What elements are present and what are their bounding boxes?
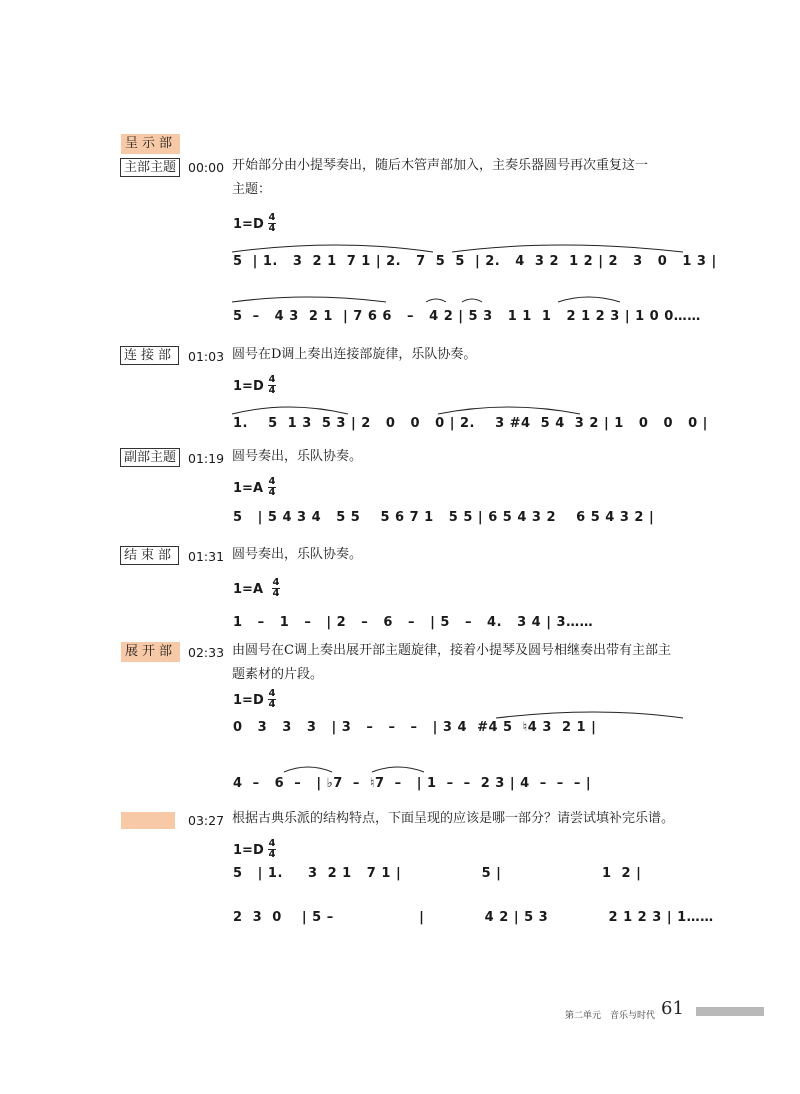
time-sig-top: 4 bbox=[268, 212, 276, 223]
description-second-theme: 圆号奏出，乐队协奏。 bbox=[232, 449, 363, 464]
description-main-theme bbox=[232, 154, 692, 202]
score-row-closing: 1 – 1 – | 2 – 6 – | 5 – 4. 3 4 | 3…… bbox=[233, 615, 594, 630]
timestamp-main-theme: 00:00 bbox=[188, 160, 225, 175]
score-row-recap-2: 2 3 0 | 5 – | 4 2 | 5 3 2 1 2 3 | 1…… bbox=[233, 910, 714, 925]
key-signature: 1=D bbox=[233, 693, 264, 708]
description-line: 由圆号在C调上奏出展开部主题旋律，接着小提琴及圆号相继奏出带有主部主 bbox=[232, 643, 671, 658]
description-line: 题素材的片段。 bbox=[232, 667, 324, 682]
time-sig-bottom: 4 bbox=[272, 588, 280, 599]
time-sig-top: 4 bbox=[272, 577, 280, 588]
key-signature: 1=A bbox=[233, 481, 263, 496]
section-header-development: 展开部 bbox=[121, 642, 180, 662]
score-row-development-2: 4 – 6 – | ♭7 – ♮7 – | 1 – – 2 3 | 4 – – – | bbox=[233, 776, 592, 791]
footer-unit-title: 第二单元 音乐与时代 bbox=[565, 1011, 656, 1021]
score-row-transition: 1. 5 1 3 5 3 | 2 0 0 0 | 2. 3 #4 5 4 3 2 | 1 0 0 0 | bbox=[233, 416, 708, 431]
slur-marks bbox=[228, 760, 693, 776]
description-line: 主题： bbox=[232, 182, 272, 197]
score-row-main-1: 5 | 1. 3 2 1 7 1 | 2. 7 5 5 | 2. 4 3 2 1 2 | 2 3 0 1 3 | bbox=[233, 254, 717, 269]
time-signature bbox=[268, 839, 276, 860]
time-signature bbox=[268, 213, 276, 234]
footer-bar bbox=[696, 1007, 764, 1016]
time-sig-bottom: 4 bbox=[268, 487, 276, 498]
time-sig-top: 4 bbox=[268, 838, 276, 849]
section-label-transition: 连接部 bbox=[120, 346, 179, 365]
timestamp-transition: 01:03 bbox=[188, 349, 225, 364]
score-row-recap-1: 5 | 1. 3 2 1 7 1 | 5 | 1 2 | bbox=[233, 866, 642, 881]
description-closing: 圆号奏出，乐队协奏。 bbox=[232, 547, 363, 562]
key-signature: 1=D bbox=[233, 843, 264, 858]
score-row-main-2: 5 – 4 3 2 1 | 7 6 6 – 4 2 | 5 3 1 1 1 2 1 2 3 | 1 0 0…… bbox=[233, 309, 701, 324]
section-label-closing: 结束部 bbox=[120, 546, 179, 565]
section-label-main-theme: 主部主题 bbox=[120, 158, 180, 177]
description-development bbox=[232, 639, 692, 687]
time-signature bbox=[268, 477, 276, 498]
time-sig-top: 4 bbox=[268, 476, 276, 487]
key-signature: 1=D bbox=[233, 217, 264, 232]
time-sig-bottom: 4 bbox=[268, 699, 276, 710]
time-sig-bottom: 4 bbox=[268, 849, 276, 860]
time-signature bbox=[268, 375, 276, 396]
time-sig-top: 4 bbox=[268, 688, 276, 699]
score-row-second-theme: 5 | 5 4 3 4 5 5 5 6 7 1 5 5 | 6 5 4 3 2 6 5 4 3 2 | bbox=[233, 510, 655, 525]
timestamp-second-theme: 01:19 bbox=[188, 451, 225, 466]
timestamp-closing: 01:31 bbox=[188, 549, 225, 564]
description-line: 开始部分由小提琴奏出，随后木管声部加入，主奏乐器圆号再次重复这一 bbox=[232, 158, 649, 173]
section-header-blank bbox=[121, 812, 175, 829]
description-transition: 圆号在D调上奏出连接部旋律，乐队协奏。 bbox=[232, 347, 477, 362]
page-number: 61 bbox=[661, 998, 684, 1019]
key-signature: 1=A bbox=[233, 582, 263, 597]
key-signature: 1=D bbox=[233, 379, 264, 394]
time-sig-bottom: 4 bbox=[268, 385, 276, 396]
timestamp-development: 02:33 bbox=[188, 645, 225, 660]
time-signature bbox=[272, 578, 280, 599]
time-sig-top: 4 bbox=[268, 374, 276, 385]
section-header-exposition: 呈示部 bbox=[121, 134, 180, 154]
score-row-development-1: 0 3 3 3 | 3 – – – | 3 4 #4 5 ♮4 3 2 1 | bbox=[233, 720, 597, 735]
timestamp-recap: 03:27 bbox=[188, 813, 225, 828]
description-recap: 根据古典乐派的结构特点，下面呈现的应该是哪一部分？请尝试填补完乐谱。 bbox=[232, 811, 675, 826]
time-sig-bottom: 4 bbox=[268, 223, 276, 234]
section-label-second-theme: 副部主题 bbox=[120, 448, 180, 467]
